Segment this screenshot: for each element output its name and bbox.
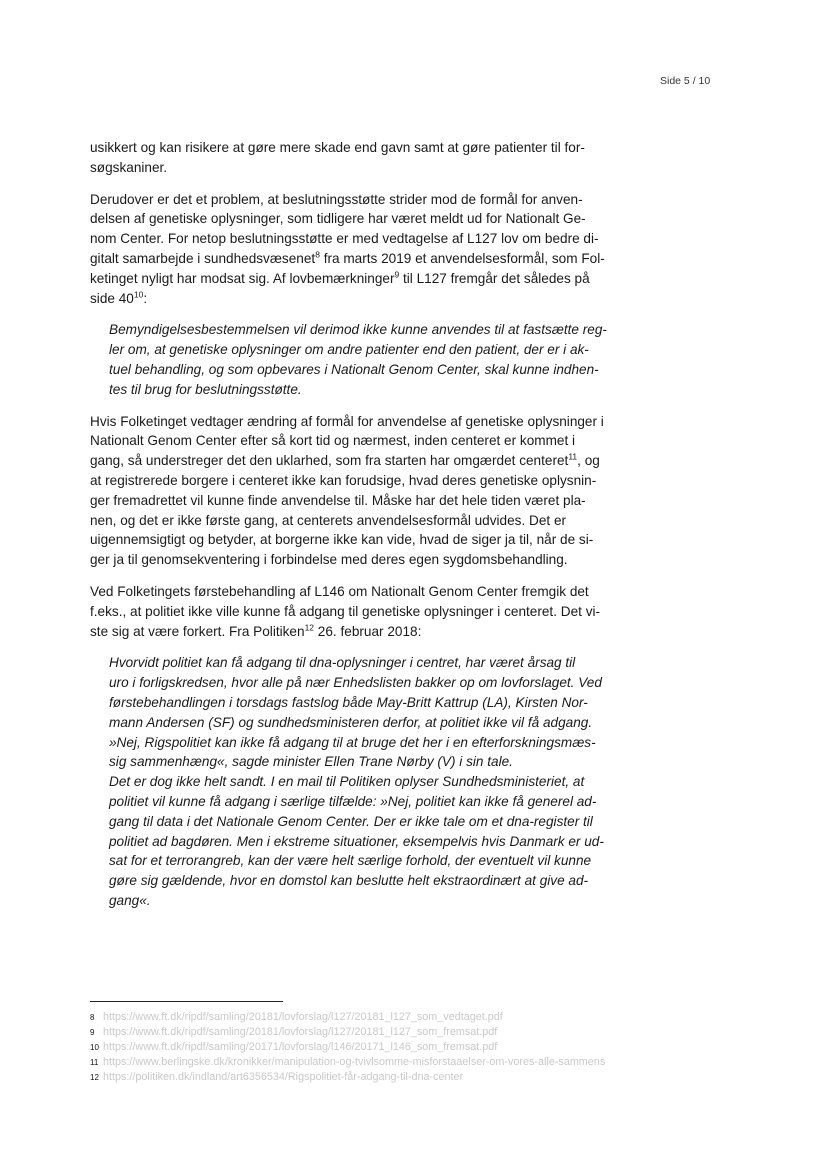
- text-line: [90, 451, 610, 471]
- text-line: [90, 249, 610, 269]
- text-line: søgskaniner.: [90, 159, 168, 175]
- quote-line: politiet vil kunne få adgang i særlige tilfælde: »Nej, politiet kan ikke få generel ad-: [109, 793, 597, 809]
- footnote-link[interactable]: https://www.ft.dk/ripdf/samling/20171/lovforslag/l146/20171_l146_som_fremsat.pdf: [103, 1041, 498, 1053]
- footnote-ref-11[interactable]: 11: [568, 451, 578, 462]
- text-line: ger fremadrettet vil kunne finde anvendelse til. Måske har det hele tiden været pla-: [90, 492, 586, 508]
- text-line: Nationalt Genom Center efter så kort tid og nærmest, inden centeret er kommet i: [90, 433, 576, 449]
- footnote-11: [90, 1055, 670, 1070]
- text-line: usikkert og kan risikere at gøre mere skade end gavn samt at gøre patienter til for-: [90, 140, 585, 155]
- footnote-divider: [90, 1001, 283, 1002]
- block-quote-2: [109, 653, 610, 910]
- text-line: at registrerede borgere i centeret ikke kan forudsige, hvad deres genetiske oplysnin-: [90, 472, 597, 488]
- document-body: [90, 138, 610, 923]
- quote-line: mann Andersen (SF) og sundhedsministeren derfor, at politiet ikke vil få adgang.: [109, 714, 593, 730]
- text-segment: , og: [577, 453, 600, 469]
- footnote-ref-8[interactable]: 8: [315, 249, 320, 260]
- block-quote-1: [109, 320, 610, 399]
- paragraph-4: [90, 582, 610, 641]
- text-line: delsen af genetiske oplysninger, som tidligere har været meldt ud for Nationalt Ge-: [90, 211, 586, 227]
- footnote-link[interactable]: https://www.ft.dk/ripdf/samling/20181/lovforslag/l127/20181_l127_som_fremsat.pdf: [103, 1026, 498, 1038]
- text-line: Hvis Folketinget vedtager ændring af formål for anvendelse af genetiske oplysninger i: [90, 413, 604, 429]
- text-line: Derudover er det et problem, at beslutningsstøtte strider mod de formål for anven-: [90, 191, 583, 207]
- footnote-number: 11: [90, 1058, 99, 1067]
- text-segment: fra marts 2019 et anvendelsesformål, som Fol-: [319, 250, 605, 266]
- quote-line: Bemyndigelsesbestemmelsen vil derimod ikke kunne anvendes til at fastsætte reg-: [109, 322, 607, 338]
- footnote-9: [90, 1025, 670, 1040]
- footnote-link[interactable]: https://politiken.dk/indland/art6356534/Rigspolitiet-får-adgang-til-dna-center: [103, 1071, 464, 1083]
- quote-line: Hvorvidt politiet kan få adgang til dna-oplysninger i centret, har været årsag til: [109, 655, 576, 671]
- footnote-link[interactable]: https://www.ft.dk/ripdf/samling/20181/lovforslag/l127/20181_l127_som_vedtaget.pdf: [103, 1011, 503, 1023]
- quote-line: sig sammenhæng«, sagde minister Ellen Trane Nørby (V) i sin tale.: [109, 754, 513, 770]
- text-segment: side 40: [90, 290, 134, 306]
- text-segment: 26. februar 2018:: [314, 623, 422, 639]
- quote-line: gang«.: [109, 892, 151, 908]
- text-line: uigennemsigtigt og betyder, at borgerne ikke kan vide, hvad de siger ja til, når de si-: [90, 532, 594, 548]
- footnote-number: 12: [90, 1073, 99, 1082]
- text-segment: til L127 fremgår det således på: [399, 270, 590, 286]
- quote-line: tes til brug for beslutningsstøtte.: [109, 381, 302, 397]
- footnote-number: 9: [90, 1028, 95, 1037]
- text-segment: gitalt samarbejde i sundhedsvæsenet: [90, 250, 316, 266]
- text-line: ger ja til genomsekventering i forbindelse med deres egen sygdomsbehandling.: [90, 552, 568, 568]
- paragraph-1: [90, 138, 610, 178]
- footnote-link[interactable]: https://www.berlingske.dk/kronikker/manipulation-og-tvivlsomme-misforstaaelser-om-vores-alle-sammens: [103, 1056, 606, 1068]
- quote-line: »Nej, Rigspolitiet kan ikke få adgang til at bruge det her i en efterforskningsmæs-: [109, 734, 596, 750]
- text-line: [90, 622, 610, 642]
- text-segment: ketinget nyligt har modsat sig. Af lovbemærkninger: [90, 270, 395, 286]
- page-number: Side 5 / 10: [660, 75, 711, 87]
- footnote-number: 8: [90, 1013, 95, 1022]
- text-line: Ved Folketingets førstebehandling af L146 om Nationalt Genom Center fremgik det: [90, 583, 589, 599]
- quote-line: gøre sig gældende, hvor en domstol kan beslutte helt ekstraordinært at give ad-: [109, 873, 589, 889]
- text-line: f.eks., at politiet ikke ville kunne få adgang til genetiske oplysninger i centeret. Det vi-: [90, 603, 601, 619]
- quote-line: tuel behandling, og som opbevares i Nationalt Genom Center, skal kunne indhen-: [109, 361, 599, 377]
- text-segment: :: [143, 290, 148, 306]
- text-segment: ste sig at være forkert. Fra Politiken: [90, 623, 305, 639]
- text-segment: gang, så understreger det den uklarhed, som fra starten har omgærdet centeret: [90, 453, 569, 469]
- paragraph-3: [90, 412, 610, 570]
- quote-line: politiet ad bagdøren. Men i ekstreme situationer, eksempelvis hvis Danmark er ud-: [109, 833, 604, 849]
- quote-line: uro i forligskredsen, hvor alle på nær Enhedslisten bakker op om lovforslaget. Ved: [109, 675, 602, 691]
- footnote-10: [90, 1040, 670, 1055]
- quote-line: sat for et terrorangreb, kan der være helt særlige forhold, der eventuelt vil kunne: [109, 853, 592, 869]
- footnotes: [90, 1001, 670, 1085]
- footnote-ref-12[interactable]: 12: [304, 622, 315, 632]
- footnote-12: [90, 1070, 670, 1085]
- quote-line: førstebehandlingen i torsdags fastslog både May-Britt Kattrup (LA), Kirsten Nor-: [109, 694, 588, 710]
- quote-line: gang til data i det Nationale Genom Center. Der er ikke tale om et dna-register til: [109, 813, 593, 829]
- paragraph-2: [90, 190, 610, 309]
- quote-line: Det er dog ikke helt sandt. I en mail til Politiken oplyser Sundhedsministeriet, at: [109, 774, 585, 790]
- footnote-number: 10: [90, 1043, 99, 1052]
- footnote-8: [90, 1010, 670, 1025]
- footnote-ref-9[interactable]: 9: [394, 269, 400, 280]
- text-line: nen, og det er ikke første gang, at centerets anvendelsesformål udvides. Det er: [90, 512, 567, 528]
- text-line: [90, 289, 610, 309]
- text-line: nom Center. For netop beslutningsstøtte er med vedtagelse af L127 lov om bedre di-: [90, 231, 599, 247]
- footnote-ref-10[interactable]: 10: [133, 289, 144, 300]
- text-line: [90, 269, 610, 289]
- quote-line: ler om, at genetiske oplysninger om andre patienter end den patient, der er i ak-: [109, 342, 589, 358]
